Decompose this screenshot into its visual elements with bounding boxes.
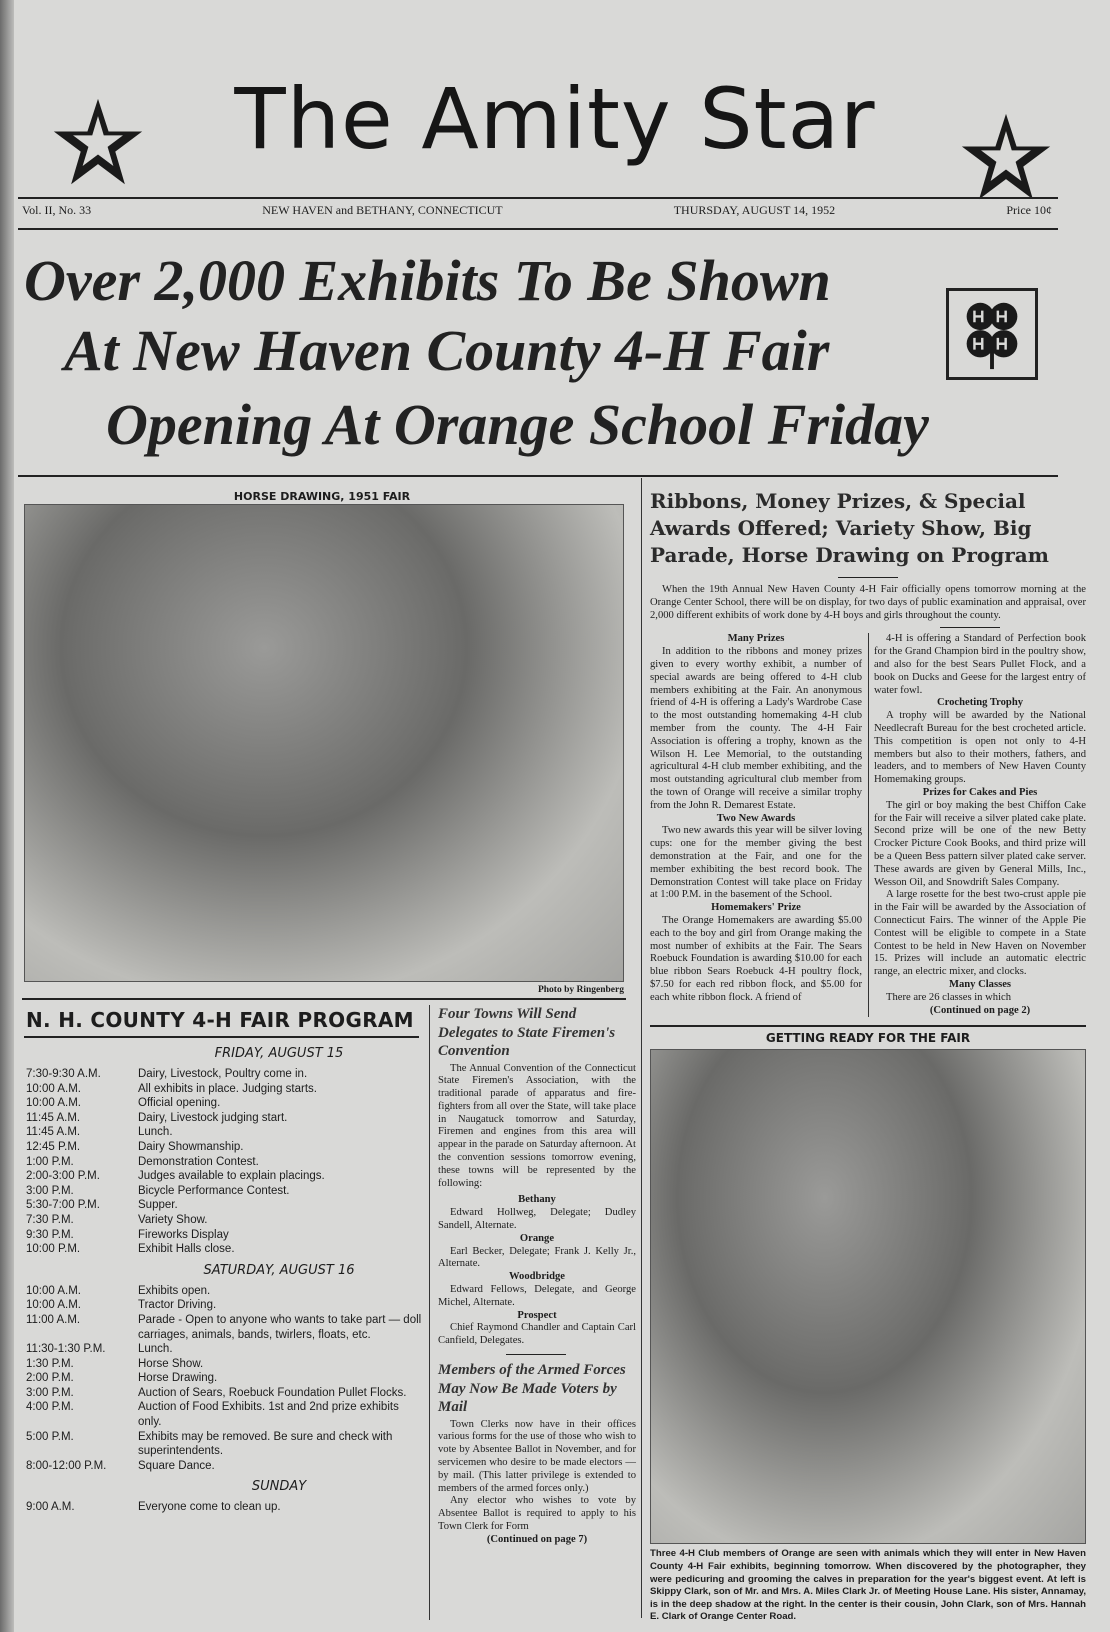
program-event: Exhibits may be removed. Be sure and check with superintendents.	[138, 1430, 393, 1458]
program-event: Variety Show.	[138, 1213, 208, 1226]
main-story-lead: When the 19th Annual New Haven County 4-H Fair officially opens tomorrow morning at the Orange Center School, there will be on display, for two days of public examination and appraisal, over 2,000 different exhibits of work done by 4-H boys and girls throughout the county.	[650, 584, 1086, 621]
program-row	[26, 1400, 422, 1429]
program-time: 11:30-1:30 P.M.	[26, 1343, 106, 1356]
program-time: 4:00 P.M.	[26, 1401, 74, 1414]
program-time: 10:00 P.M.	[26, 1243, 81, 1256]
program-time: 3:00 P.M.	[26, 1386, 74, 1399]
photo1-credit: Photo by Ringenberg	[537, 985, 624, 995]
issue-date: THURSDAY, AUGUST 14, 1952	[673, 203, 836, 217]
voters-body-1: Town Clerks now have in their offices various forms for the use of those who wish to vote by Absentee Ballot in November, and for servicemen who desire to be made electors — by mail. (This latter privilege is extended to members of the armed forces only.)	[438, 1418, 636, 1494]
program-row	[26, 1228, 422, 1243]
star-icon	[958, 110, 1054, 206]
subhead: Homemakers' Prize	[711, 902, 801, 914]
program-time: 9:00 A.M.	[26, 1501, 75, 1514]
program-time: 2:00-3:00 P.M.	[26, 1170, 100, 1183]
program-time: 8:00-12:00 P.M.	[26, 1459, 107, 1472]
main-story-headline: Ribbons, Money Prizes, & Special Awards Offered; Variety Show, Big Parade, Horse Drawing on Program	[650, 489, 1049, 567]
program-event: Fireworks Display	[138, 1228, 229, 1241]
program-time: 1:30 P.M.	[26, 1357, 74, 1370]
program-row	[26, 1298, 422, 1313]
program-time: 9:30 P.M.	[26, 1228, 74, 1241]
program-row	[26, 1125, 422, 1140]
photo2-title: GETTING READY FOR THE FAIR	[765, 1031, 971, 1046]
paragraph: A trophy will be awarded by the National Needlecraft Bureau for the best crocheted article. This competition is open not only to 4-H members but also to their mothers, fathers, and leaders, and to members of New Haven County Homemaking groups.	[874, 710, 1086, 786]
main-story-columns	[650, 633, 1086, 1017]
program-time: 10:00 A.M.	[26, 1299, 81, 1312]
paragraph: 4-H is offering a Standard of Perfection book for the Grand Champion bird in the poultry show, and also for the best Sears Pullet Flock, and a book on Ducks and Geese for the largest entry of water fowl.	[874, 633, 1086, 696]
town-delegates: Edward Fellows, Delegate, and George Michel, Alternate.	[438, 1284, 636, 1308]
program-time: 11:45 A.M.	[26, 1111, 81, 1124]
main-story-col2	[874, 633, 1086, 1017]
program-time: 10:00 A.M.	[26, 1097, 81, 1110]
program-row	[26, 1357, 422, 1372]
star-icon	[50, 95, 146, 191]
subhead: Many Classes	[948, 978, 1012, 990]
program-event: Horse Drawing.	[138, 1372, 218, 1385]
program-event: All exhibits in place. Judging starts.	[138, 1082, 317, 1095]
program-row	[26, 1242, 422, 1257]
4h-clover-logo	[946, 288, 1038, 380]
town-name: Orange	[519, 1232, 555, 1244]
program-time: 10:00 A.M.	[26, 1284, 81, 1297]
dateline	[22, 203, 1052, 218]
town-delegates: Edward Hollweg, Delegate; Dudley Sandell, Alternate.	[438, 1207, 636, 1232]
location: NEW HAVEN and BETHANY, CONNECTICUT	[262, 203, 503, 217]
program-event: Exhibits open.	[138, 1284, 211, 1297]
program-row	[26, 1184, 422, 1199]
program-row	[26, 1371, 422, 1386]
headline-line-3: Opening At Orange School Friday	[106, 392, 929, 457]
program-row	[26, 1430, 422, 1459]
program-time: 7:30 P.M.	[26, 1213, 74, 1226]
program-event: Everyone come to clean up.	[138, 1501, 281, 1514]
clover-icon	[953, 295, 1031, 373]
program-event: Auction of Sears, Roebuck Foundation Pullet Flocks.	[138, 1386, 407, 1399]
program-row	[26, 1342, 422, 1357]
town-name: Prospect	[517, 1309, 557, 1321]
horse-drawing-photo	[24, 504, 624, 982]
program-row	[26, 1067, 422, 1082]
volume: Vol. II, No. 33	[22, 203, 92, 217]
program-event: Lunch.	[138, 1343, 173, 1356]
town-name: Bethany	[518, 1194, 556, 1206]
program-time: 10:00 A.M.	[26, 1082, 81, 1095]
town-delegates: Chief Raymond Chandler and Captain Carl Canfield, Delegates.	[438, 1322, 636, 1347]
town-name: Woodbridge	[509, 1271, 565, 1283]
paragraph: The Orange Homemakers are awarding $5.00 each to the boy and girl from Orange making the most number of exhibits at the Fair. The Sears Roebuck Foundation is awarding $10.00 for each blue ribbon Sears Roebuck 4-H poultry flock, $7.50 for each red ribbon flock, and $5.00 for each white ribbon flock. A friend of	[650, 914, 862, 1003]
subhead: Prizes for Cakes and Pies	[922, 786, 1038, 798]
program-event: Dairy Showmanship.	[138, 1140, 244, 1153]
program-day-heading: SUNDAY	[251, 1479, 307, 1495]
program-row	[26, 1111, 422, 1126]
program-event: Official opening.	[138, 1097, 221, 1110]
calves-photo	[650, 1049, 1086, 1544]
program-time: 2:00 P.M.	[26, 1372, 74, 1385]
program-row	[26, 1313, 422, 1342]
program-time: 5:00 P.M.	[26, 1430, 74, 1443]
program-event: Dairy, Livestock, Poultry come in.	[138, 1068, 308, 1080]
program-row	[26, 1082, 422, 1097]
photo1-title: HORSE DRAWING, 1951 FAIR	[233, 490, 411, 503]
right-column	[650, 488, 1086, 1624]
program-time: 11:45 A.M.	[26, 1126, 81, 1139]
program-time: 3:00 P.M.	[26, 1184, 74, 1197]
page-binding	[0, 0, 14, 1632]
program-event: Judges available to explain placings.	[138, 1170, 325, 1183]
program-row	[26, 1386, 422, 1401]
program-event: Tractor Driving.	[138, 1299, 217, 1312]
subhead: Many Prizes	[727, 633, 785, 645]
program-event: Demonstration Contest.	[138, 1155, 259, 1168]
program-time: 5:30-7:00 P.M.	[26, 1199, 100, 1212]
voters-body-2: Any elector who wishes to vote by Absentee Ballot is required to apply to his Town Clerk for Form	[438, 1495, 636, 1532]
program-time: 1:00 P.M.	[26, 1155, 74, 1168]
headline-line-1: Over 2,000 Exhibits To Be Shown	[24, 248, 831, 313]
program-event: Supper.	[138, 1199, 178, 1212]
program-event: Bicycle Performance Contest.	[138, 1184, 290, 1197]
program-event: Horse Show.	[138, 1357, 204, 1370]
paragraph: A large rosette for the best two-crust apple pie in the Fair will be awarded by the Association of Connecticut Fairs. The winner of the Apple Pie Contest will be eligible to compete in a State Contest to be held in New Haven on November 15. Prizes will include an automatic electric range, an electric mixer, and clocks.	[874, 889, 1086, 978]
main-story-col1	[650, 633, 862, 1004]
program-time: 7:30-9:30 A.M.	[26, 1068, 101, 1080]
program-day-heading: SATURDAY, AUGUST 16	[203, 1262, 355, 1278]
program-row	[26, 1155, 422, 1170]
paragraph: The girl or boy making the best Chiffon Cake for the Fair will receive a silver plated cake plate. Second prize will be one of the new Betty Crocker Picture Cook Books, and third prize will be a Queen Bess pattern silver plated cake server. These awards are given by General Mills, Inc., Wesson Oil, and Snowdrift Sales Company.	[874, 799, 1086, 888]
paragraph: There are 26 classes in which	[886, 991, 1012, 1003]
paragraph: In addition to the ribbons and money prizes given to every worthy exhibit, a number of special awards are being offered to 4-H club members exhibiting at the Fair. An anonymous friend of 4-H is offering a Lady's Wardrobe Case to the most outstanding homemaking 4-H club member from the county. The 4-H Fair Association is offering a trophy, known as the Wilson H. Lee Memorial, to the outstanding agricultural 4-H club member exhibiting, and the most outstanding agricultural club member from the town of Orange will receive a similar trophy from the John R. Demarest Estate.	[650, 646, 862, 811]
program-day-heading: FRIDAY, AUGUST 15	[214, 1046, 344, 1061]
program-row	[26, 1500, 422, 1515]
headline-line-2: At New Haven County 4-H Fair	[64, 318, 830, 383]
program-title: N. H. COUNTY 4-H FAIR PROGRAM	[26, 1008, 414, 1032]
firemen-headline: Four Towns Will Send Delegates to State Firemen's Convention	[438, 1006, 616, 1059]
program-row	[26, 1213, 422, 1228]
price: Price 10¢	[1006, 203, 1052, 217]
program-row	[26, 1459, 422, 1474]
town-delegates: Earl Becker, Delegate; Frank J. Kelly Jr., Alternate.	[438, 1245, 636, 1270]
firemen-article	[438, 1005, 636, 1547]
subhead: Two New Awards	[716, 812, 796, 824]
program-row	[26, 1198, 422, 1213]
program-event: Dairy, Livestock judging start.	[138, 1111, 288, 1124]
voters-continued: (Continued on page 7)	[486, 1533, 588, 1545]
program-event: Exhibit Halls close.	[138, 1243, 235, 1256]
program-event: Auction of Food Exhibits. 1st and 2nd prize exhibits only.	[138, 1401, 399, 1429]
photo2-caption: Three 4-H Club members of Orange are seen with animals which they will enter in New Haven County 4-H Fair exhibits, beginning tomorrow. When discovered by the photographer, they were pedicuring and grooming the calves in preparation for the year's biggest event. At left is Skippy Clark, son of Mr. and Mrs. A. Miles Clark Jr. of Meeting House Lane. His sister, Annamay, is in the deep shadow at the right. In the center is their cousin, John Clark, son of Mrs. Hannah E. Clark of Orange Center Road.	[650, 1548, 1086, 1623]
voters-headline: Members of the Armed Forces May Now Be Made Voters by Mail	[438, 1362, 626, 1416]
program-row	[26, 1096, 422, 1111]
program-event: Square Dance.	[138, 1459, 215, 1472]
program-time: 12:45 P.M.	[26, 1140, 81, 1153]
masthead-title: The Amity Star	[234, 70, 876, 168]
program-event: Parade - Open to anyone who wants to take part — doll carriages, animals, bands, twirlers, floats, etc.	[138, 1313, 422, 1341]
program-row	[26, 1284, 422, 1299]
firemen-body: The Annual Convention of the Connecticut State Firemen's Association, with the traditional parade of apparatus and fire-fighters from all over the State, will take place in Naugatuck tomorrow and Saturday, Firemen and engines from this area will appear in the parade on Saturday afternoon. At the convention sessions tomorrow evening, these towns will be represented by the following:	[438, 1062, 636, 1189]
paragraph: Two new awards this year will be silver loving cups: one for the member giving the best demonstration at the Fair, and one for the member exhibiting the best record book. The Demonstration Contest will take place on Friday at 1:00 P.M. in the basement of the School.	[650, 825, 862, 901]
program-row	[26, 1140, 422, 1155]
program-schedule	[26, 1040, 422, 1515]
program-time: 11:00 A.M.	[26, 1313, 81, 1326]
program-event: Lunch.	[138, 1126, 173, 1139]
subhead: Crocheting Trophy	[936, 697, 1024, 709]
program-row	[26, 1169, 422, 1184]
subhead: (Continued on page 2)	[929, 1004, 1031, 1016]
